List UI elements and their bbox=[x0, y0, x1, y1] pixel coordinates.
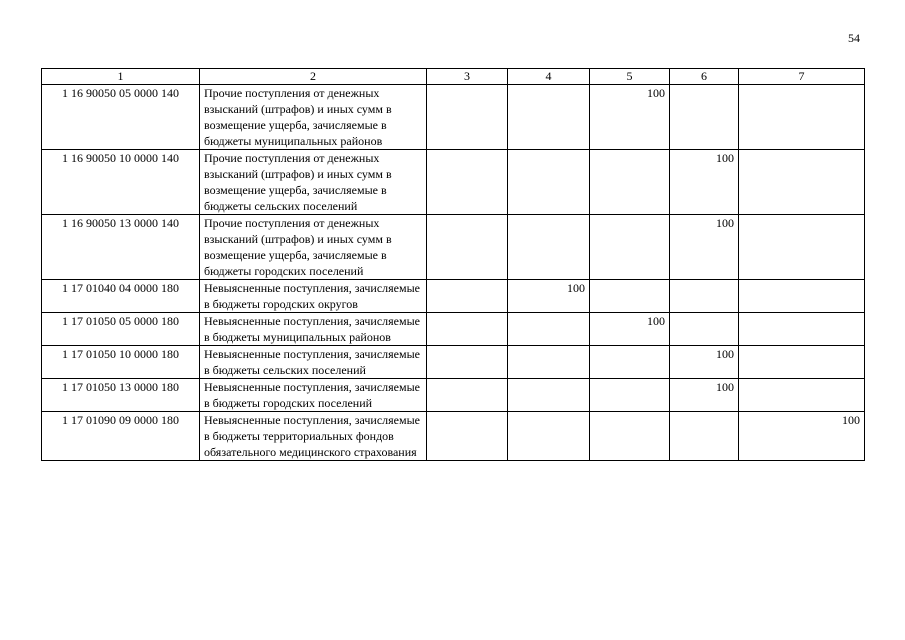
revenue-description: Невыясненные поступления, зачисляемые в бюджеты территориальных фондов обязательного медицинского страхования bbox=[200, 412, 427, 461]
share-column-4 bbox=[508, 215, 590, 280]
table-row bbox=[42, 379, 865, 412]
table-row bbox=[42, 346, 865, 379]
revenue-code: 1 16 90050 13 0000 140 bbox=[42, 215, 200, 280]
share-column-3 bbox=[427, 412, 508, 461]
share-column-4 bbox=[508, 346, 590, 379]
share-column-3 bbox=[427, 280, 508, 313]
share-column-4 bbox=[508, 150, 590, 215]
revenue-code: 1 17 01040 04 0000 180 bbox=[42, 280, 200, 313]
revenue-description: Прочие поступления от денежных взысканий (штрафов) и иных сумм в возмещение ущерба, зачисляемые в бюджеты городских поселений bbox=[200, 215, 427, 280]
share-column-6: 100 bbox=[670, 150, 739, 215]
revenue-description: Невыясненные поступления, зачисляемые в бюджеты сельских поселений bbox=[200, 346, 427, 379]
page-number: 54 bbox=[848, 31, 860, 45]
column-header-2: 2 bbox=[200, 69, 427, 85]
share-column-7 bbox=[739, 85, 865, 150]
table-row bbox=[42, 313, 865, 346]
share-column-3 bbox=[427, 379, 508, 412]
share-column-5 bbox=[590, 280, 670, 313]
column-header-6: 6 bbox=[670, 69, 739, 85]
revenue-description: Прочие поступления от денежных взысканий (штрафов) и иных сумм в возмещение ущерба, зачисляемые в бюджеты муниципальных районов bbox=[200, 85, 427, 150]
table-row bbox=[42, 280, 865, 313]
revenue-description: Прочие поступления от денежных взысканий (штрафов) и иных сумм в возмещение ущерба, зачисляемые в бюджеты сельских поселений bbox=[200, 150, 427, 215]
share-column-3 bbox=[427, 85, 508, 150]
column-number-row bbox=[42, 69, 865, 85]
revenue-code: 1 17 01050 13 0000 180 bbox=[42, 379, 200, 412]
table-row bbox=[42, 85, 865, 150]
column-header-7: 7 bbox=[739, 69, 865, 85]
share-column-3 bbox=[427, 215, 508, 280]
share-column-5 bbox=[590, 150, 670, 215]
share-column-5 bbox=[590, 412, 670, 461]
budget-revenue-table bbox=[41, 68, 865, 461]
share-column-7 bbox=[739, 280, 865, 313]
share-column-4: 100 bbox=[508, 280, 590, 313]
share-column-4 bbox=[508, 85, 590, 150]
share-column-7 bbox=[739, 346, 865, 379]
table-row bbox=[42, 215, 865, 280]
revenue-description: Невыясненные поступления, зачисляемые в бюджеты муниципальных районов bbox=[200, 313, 427, 346]
share-column-6: 100 bbox=[670, 215, 739, 280]
revenue-code: 1 16 90050 10 0000 140 bbox=[42, 150, 200, 215]
share-column-6 bbox=[670, 85, 739, 150]
share-column-5 bbox=[590, 346, 670, 379]
share-column-7 bbox=[739, 379, 865, 412]
column-header-3: 3 bbox=[427, 69, 508, 85]
share-column-7: 100 bbox=[739, 412, 865, 461]
column-header-1: 1 bbox=[42, 69, 200, 85]
revenue-code: 1 17 01050 10 0000 180 bbox=[42, 346, 200, 379]
share-column-6 bbox=[670, 412, 739, 461]
share-column-6 bbox=[670, 280, 739, 313]
share-column-5: 100 bbox=[590, 85, 670, 150]
share-column-4 bbox=[508, 313, 590, 346]
share-column-7 bbox=[739, 313, 865, 346]
share-column-6: 100 bbox=[670, 379, 739, 412]
revenue-code: 1 17 01090 09 0000 180 bbox=[42, 412, 200, 461]
column-header-5: 5 bbox=[590, 69, 670, 85]
share-column-5 bbox=[590, 215, 670, 280]
share-column-5: 100 bbox=[590, 313, 670, 346]
share-column-4 bbox=[508, 379, 590, 412]
share-column-3 bbox=[427, 150, 508, 215]
share-column-3 bbox=[427, 346, 508, 379]
share-column-7 bbox=[739, 150, 865, 215]
revenue-code: 1 16 90050 05 0000 140 bbox=[42, 85, 200, 150]
share-column-5 bbox=[590, 379, 670, 412]
share-column-6: 100 bbox=[670, 346, 739, 379]
share-column-7 bbox=[739, 215, 865, 280]
share-column-3 bbox=[427, 313, 508, 346]
share-column-6 bbox=[670, 313, 739, 346]
revenue-description: Невыясненные поступления, зачисляемые в бюджеты городских округов bbox=[200, 280, 427, 313]
table-row bbox=[42, 150, 865, 215]
revenue-description: Невыясненные поступления, зачисляемые в бюджеты городских поселений bbox=[200, 379, 427, 412]
column-header-4: 4 bbox=[508, 69, 590, 85]
revenue-code: 1 17 01050 05 0000 180 bbox=[42, 313, 200, 346]
table-row bbox=[42, 412, 865, 461]
share-column-4 bbox=[508, 412, 590, 461]
